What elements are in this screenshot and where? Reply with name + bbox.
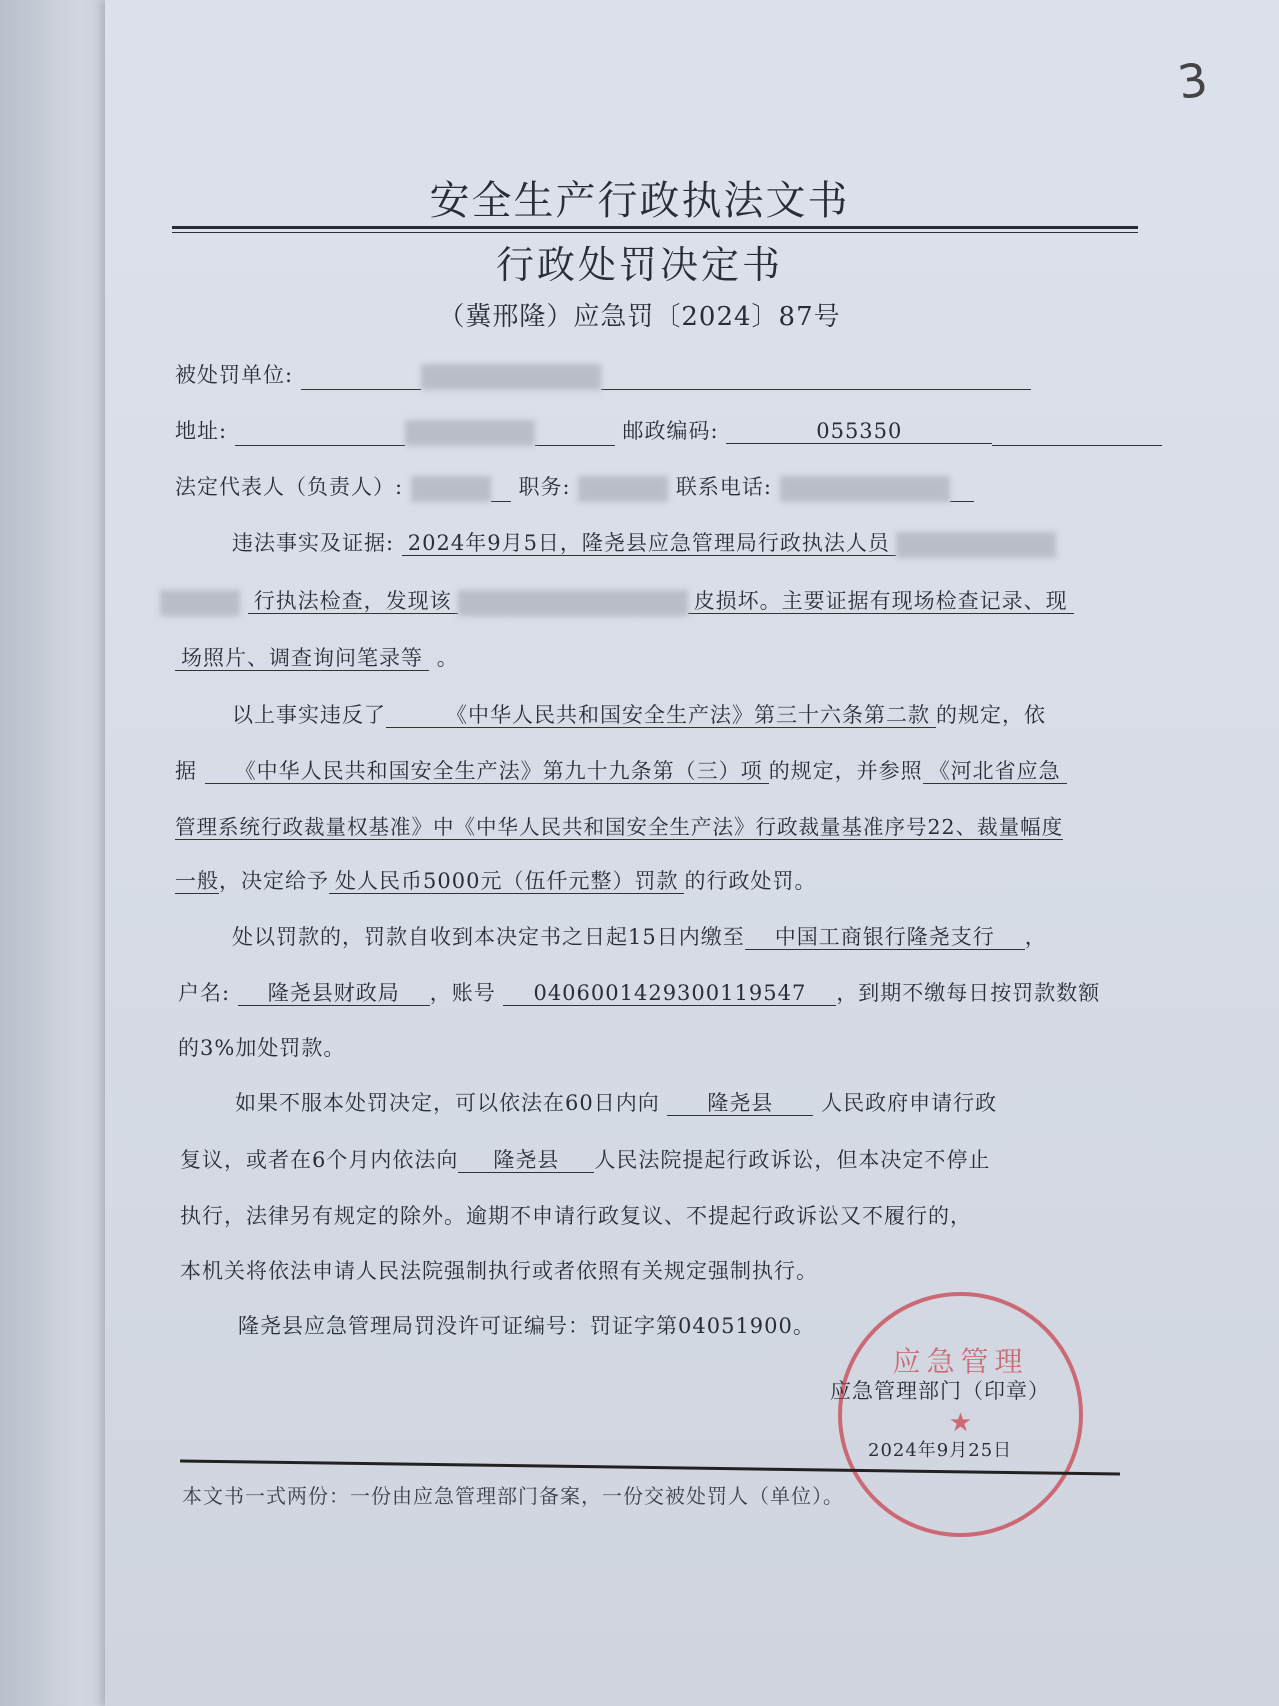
doc-number: （冀邢隆）应急罚〔2024〕87号: [438, 302, 841, 332]
payment-row-2: [178, 980, 1100, 1006]
postal-code-label: 邮政编码:: [622, 419, 719, 443]
signing-dept: 应急管理部门（印章）: [830, 1379, 1050, 1403]
postal-code-value: 055350: [726, 419, 992, 444]
violation-row-4: [175, 868, 816, 894]
redacted: [421, 364, 601, 390]
redacted: [411, 476, 491, 502]
blank-line: [235, 425, 405, 446]
legal-rep-row: [175, 474, 974, 502]
text: 处以罚款的，罚款自收到本决定书之日起15日内缴至: [232, 925, 745, 949]
text: 的行政处罚。: [684, 869, 817, 893]
text: 据: [175, 759, 197, 783]
position-label: 职务:: [518, 475, 571, 499]
series-title: 安全生产行政执法文书: [429, 178, 850, 224]
appeal-row-3: 执行，法律另有规定的除外。逾期不申请行政复议、不提起行政诉讼又不履行的，: [180, 1204, 972, 1228]
page-number: 3: [1174, 52, 1211, 110]
sign-date: 2024年9月25日: [868, 1440, 1013, 1461]
phone-label: 联系电话:: [675, 475, 772, 499]
text: ，账号: [429, 981, 496, 1005]
text: 的规定，并参照: [768, 759, 923, 783]
blank-line: [992, 425, 1162, 446]
redacted: [896, 532, 1056, 558]
facts-label: 违法事实及证据:: [232, 531, 395, 555]
facts-row-1: [232, 530, 1056, 558]
blank-line: [601, 369, 1031, 390]
violation-row-2: [175, 758, 1067, 784]
official-seal: [838, 1292, 1083, 1537]
reference: 管理系统行政裁量权基准》中《中华人民共和国安全生产法》行政裁量基准序号22、裁量幅度: [175, 815, 1064, 839]
facts-row-3: [175, 645, 459, 671]
redacted: [780, 476, 950, 502]
review-government: 隆尧县: [667, 1091, 813, 1116]
payment-row-3: 的3%加处罚款。: [178, 1036, 346, 1060]
punct: 。: [436, 646, 459, 670]
reference: 一般: [175, 869, 219, 893]
redacted: [458, 590, 688, 616]
title-rule: [172, 226, 1138, 229]
violation-row-3: [175, 814, 1063, 840]
violation-row-1: [232, 702, 1046, 728]
facts-row-2: [160, 588, 1074, 616]
penalized-unit-row: [175, 362, 1031, 390]
facts-text: 2024年9月5日，隆尧县应急管理局行政执法人员: [402, 531, 896, 556]
law-basis: 《中华人民共和国安全生产法》第九十九条第（三）项: [205, 759, 769, 784]
redacted: [578, 476, 668, 502]
appeal-row-1: [235, 1090, 997, 1116]
facts-text: 皮损坏。主要证据有现场检查记录、现: [688, 589, 1074, 614]
seal-text: 应急管理: [892, 1345, 1029, 1378]
penalty-amount: 处人民币5000元（伍仟元整）罚款: [329, 869, 684, 894]
footer-note: 本文书一式两份：一份由应急管理部门备案，一份交被处罚人（单位）。: [182, 1484, 844, 1508]
doc-title: 行政处罚决定书: [495, 243, 783, 287]
account-number: 0406001429300119547: [503, 981, 836, 1006]
redacted: [405, 420, 535, 446]
blank-line: [301, 369, 421, 390]
text: 如果不服本处罚决定，可以依法在60日内向: [235, 1091, 660, 1115]
text: 的规定，依: [936, 703, 1046, 727]
text: 复议，或者在6个月内依法向: [180, 1148, 459, 1172]
court: 隆尧县: [458, 1148, 594, 1173]
appeal-row-4: 本机关将依法申请人民法院强制执行或者依照有关规定强制执行。: [180, 1259, 818, 1283]
text: 人民政府申请行政: [821, 1091, 998, 1115]
facts-text: 行执法检查，发现该: [248, 589, 458, 614]
text: 以上事实违反了: [232, 703, 386, 727]
legal-rep-label: 法定代表人（负责人）:: [175, 475, 404, 499]
text: ，: [1024, 925, 1047, 949]
facts-text: 场照片、调查询问笔录等: [175, 646, 429, 671]
law-violated: 《中华人民共和国安全生产法》第三十六条第二款: [386, 703, 936, 728]
appeal-row-2: [180, 1147, 990, 1173]
star-icon: ★: [948, 1408, 973, 1438]
license-number: 隆尧县应急管理局罚没许可证编号：罚证字第04051900。: [238, 1314, 815, 1338]
bank-name: 中国工商银行隆尧支行: [745, 925, 1025, 950]
blank-line: [535, 425, 615, 446]
reference: 《河北省应急: [923, 759, 1067, 784]
blank-line: [491, 481, 511, 502]
title-rule-thin: [172, 232, 1138, 233]
redacted: [160, 590, 240, 616]
text: ，到期不缴每日按罚款数额: [836, 981, 1101, 1005]
blank-line: [950, 481, 974, 502]
address-label: 地址:: [175, 419, 228, 443]
payment-row-1: [232, 924, 1047, 950]
account-name: 隆尧县财政局: [238, 981, 430, 1006]
text: 户名:: [178, 981, 231, 1005]
address-row: [175, 418, 1162, 446]
text: 人民法院提起行政诉讼，但本决定不停止: [594, 1148, 991, 1172]
penalized-unit-label: 被处罚单位:: [175, 363, 294, 387]
text: ，决定给予: [219, 869, 329, 893]
